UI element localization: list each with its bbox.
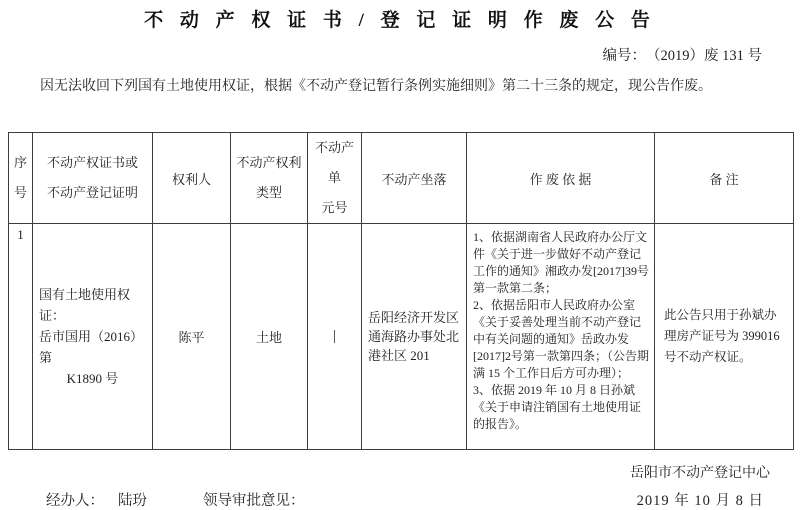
col-header-right-type-line1: 不动产权利 [236,155,302,170]
col-header-seq-line2: 号 [13,185,27,200]
col-header-seq [9,133,33,224]
cell-location: 岳阳经济开发区通海路办事处北港社区 201 [362,224,467,450]
col-header-unit-no [308,133,362,224]
table-header-row [9,133,794,224]
cell-right-type: 土地 [231,224,308,450]
basis-item-2: 2、依据岳阳市人民政府办公室《关于妥善处理当前不动产登记中有关问题的通知》岳政办发[2017]2号第一款第四条；（公告期满 15 个工作日后方可办理）； [473,298,649,380]
doc-number: 编号： （2019）废 131 号 [602,48,762,64]
col-header-remark: 备 注 [655,133,794,224]
page-title: 不 动 产 权 证 书 / 登 记 证 明 作 废 公 告 [144,10,656,31]
col-header-right-type-line2: 类型 [255,185,282,200]
col-header-location: 不动产坐落 [362,133,467,224]
cert-line-1: 国有土地使用权证： [39,287,131,323]
basis-item-1: 1、依据湖南省人民政府办公厅文件《关于进一步做好不动产登记工作的通知》湘政办发[2017]39号第一款第二条； [473,230,649,295]
notice-table [8,132,794,450]
col-header-cert-line1: 不动产权证书或 [46,155,138,170]
cell-unit-no: | [308,224,362,450]
basis-item-3: 3、依据 2019 年 10 月 8 日孙斌《关于申请注销国有土地使用证的报告》。 [473,383,642,431]
col-header-right-type [231,133,308,224]
col-header-cert-line2: 不动产登记证明 [46,185,138,200]
table-row [9,224,794,450]
col-header-unit-no-line1: 不动产单 [314,140,354,185]
sign-date: 2019 年 10 月 8 日 [636,493,764,509]
cert-line-3: K1890 号 [66,371,119,386]
handler-label: 经办人： [46,493,104,509]
cell-basis [467,224,655,450]
cell-cert [33,224,153,450]
cert-line-2: 岳市国用（2016）第 [39,329,144,365]
col-header-basis: 作 废 依 据 [467,133,655,224]
col-header-seq-line1: 序 [13,155,27,170]
col-header-cert [33,133,153,224]
issuer-name: 岳阳市不动产登记中心 [630,466,770,481]
handler-name: 陆玢 [118,493,147,509]
notice-page [0,5,800,509]
col-header-holder: 权利人 [153,133,231,224]
intro-paragraph: 因无法收回下列国有土地使用权证，根据《不动产登记暂行条例实施细则》第二十三条的规定，现公告作废。 [40,79,712,94]
col-header-unit-no-line2: 元号 [321,200,348,215]
cell-seq: 1 [9,224,33,450]
footer-row [0,489,800,510]
approval-label: 领导审批意见： [203,493,305,509]
cell-holder: 陈平 [153,224,231,450]
cell-remark: 此公告只用于孙斌办理房产证号为 399016 号不动产权证。 [655,224,794,450]
